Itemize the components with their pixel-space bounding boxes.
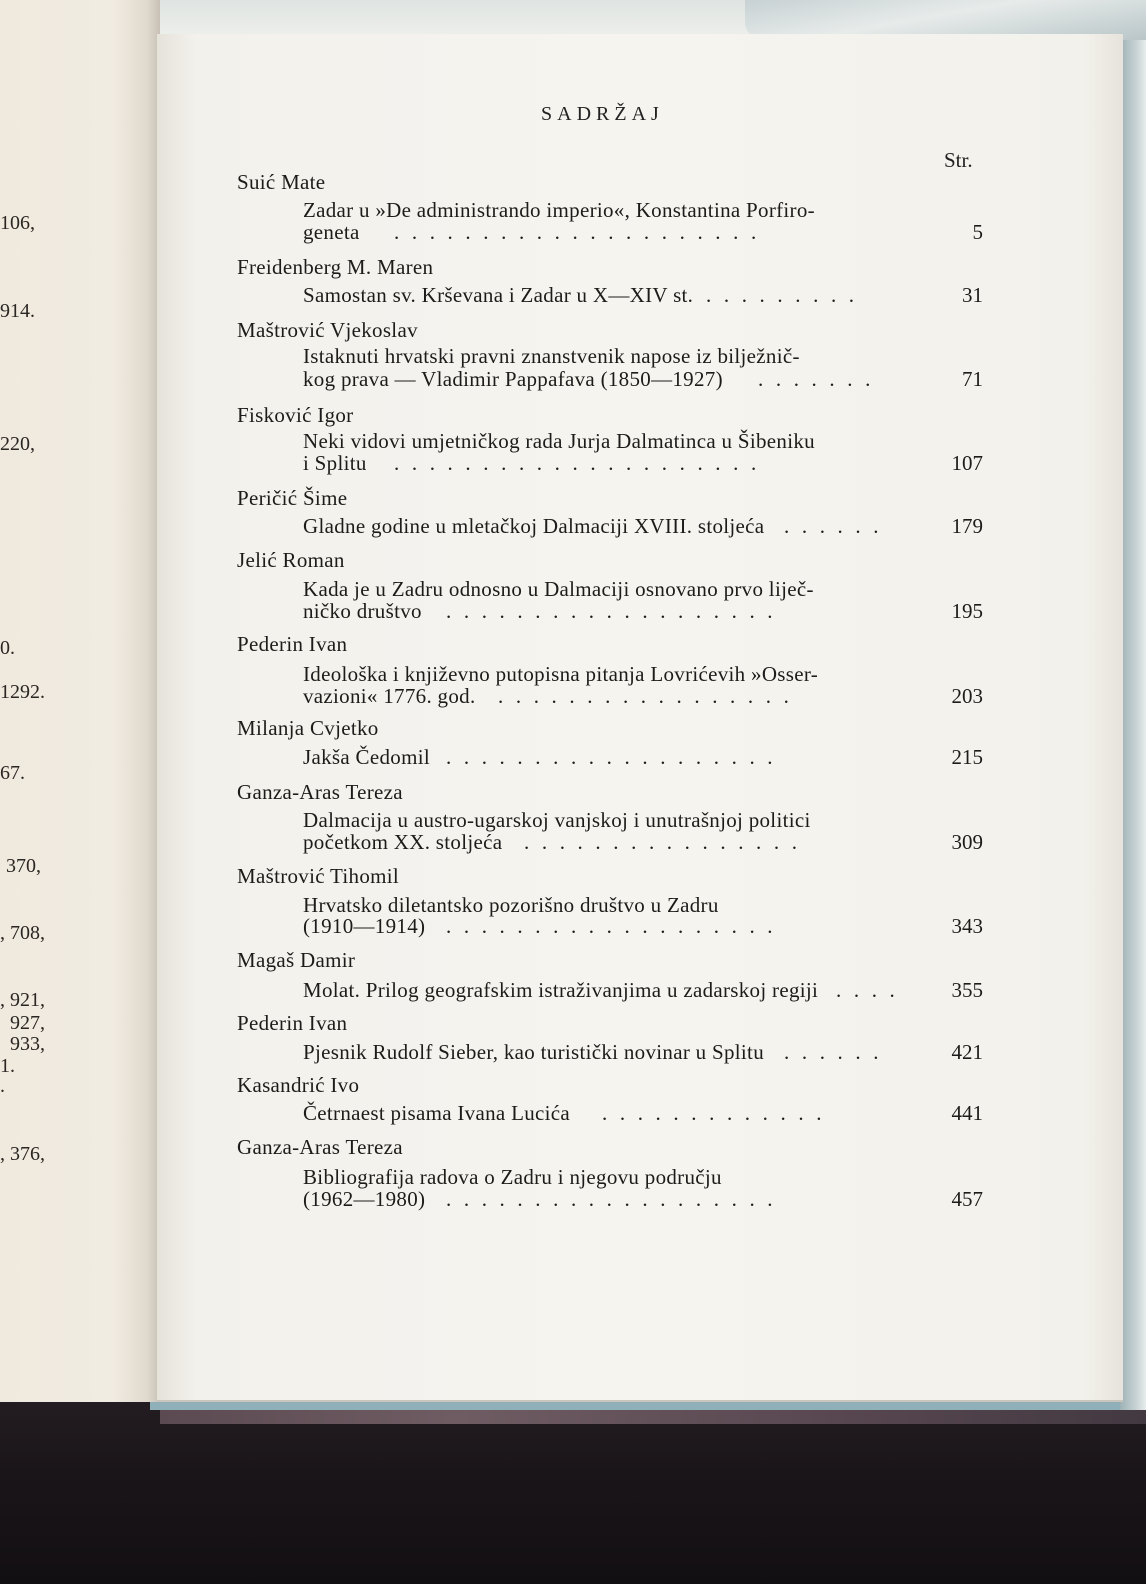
dot-leader: ................... xyxy=(446,1187,786,1211)
dot-leader: ...... xyxy=(784,1040,892,1064)
page-title: SADRŽAJ xyxy=(541,103,664,125)
table-surface xyxy=(0,1400,1146,1584)
toc-author: Milanja Cvjetko xyxy=(237,716,379,740)
toc-title-line: i Splitu xyxy=(303,451,367,475)
toc-page-number: 421 xyxy=(951,1040,983,1064)
dot-leader: ................. xyxy=(498,684,802,708)
dot-leader: ......... xyxy=(706,283,867,307)
toc-author: Fisković Igor xyxy=(237,403,354,427)
toc-page-number: 195 xyxy=(951,599,983,623)
toc-title-line: Istaknuti hrvatski pravni znanstvenik napose iz bilježnič- xyxy=(303,344,800,368)
toc-title-line: vazioni« 1776. god. xyxy=(303,684,476,708)
left-page-fragment: . xyxy=(0,1075,5,1097)
left-page-fragment: 1292. xyxy=(0,681,45,703)
toc-page-number: 441 xyxy=(951,1101,983,1125)
toc-page-number: 107 xyxy=(951,451,983,475)
toc-page-number: 203 xyxy=(951,684,983,708)
toc-title-line: ničko društvo xyxy=(303,599,422,623)
dot-leader: ...... xyxy=(784,514,892,538)
toc-page-number: 179 xyxy=(951,514,983,538)
toc-title-line: Dalmacija u austro-ugarskoj vanjskoj i unutrašnjoj politici xyxy=(303,808,811,832)
dot-leader: ..................... xyxy=(394,451,769,475)
left-page-fragment: 933, xyxy=(10,1033,45,1055)
left-page-fragment: 220, xyxy=(0,433,35,455)
toc-author: Maštrović Vjekoslav xyxy=(237,318,418,342)
dot-leader: ....... xyxy=(758,367,883,391)
left-page-fragment: 106, xyxy=(0,212,35,234)
toc-page-number: 355 xyxy=(951,978,983,1002)
toc-page-number: 215 xyxy=(951,745,983,769)
toc-author: Maštrović Tihomil xyxy=(237,864,400,888)
toc-author: Ganza-Aras Tereza xyxy=(237,780,403,804)
toc-title-line: Neki vidovi umjetničkog rada Jurja Dalmatinca u Šibeniku xyxy=(303,429,815,453)
dot-leader: ................... xyxy=(446,745,786,769)
toc-title-line: Samostan sv. Krševana i Zadar u X—XIV st. xyxy=(303,283,694,307)
toc-author: Freidenberg M. Maren xyxy=(237,255,434,279)
left-page-fragment: , 921, xyxy=(0,989,45,1011)
toc-title-line: kog prava — Vladimir Pappafava (1850—1927) xyxy=(303,367,723,391)
toc-page-number: 71 xyxy=(962,367,983,391)
toc-title-line: geneta xyxy=(303,220,360,244)
left-page-fragment: , 376, xyxy=(0,1143,45,1165)
dot-leader: ................... xyxy=(446,914,786,938)
toc-title-line: Pjesnik Rudolf Sieber, kao turistički novinar u Splitu xyxy=(303,1040,764,1064)
dot-leader: .... xyxy=(836,978,908,1002)
toc-title-line: početkom XX. stoljeća xyxy=(303,830,503,854)
toc-author: Pederin Ivan xyxy=(237,632,348,656)
left-page-fragment: 0. xyxy=(0,637,15,659)
toc-title-line: Hrvatsko diletantsko pozorišno društvo u Zadru xyxy=(303,893,719,917)
toc-title-line: (1962—1980) xyxy=(303,1187,426,1211)
toc-title-line: Molat. Prilog geografskim istraživanjima u zadarskoj regiji xyxy=(303,978,819,1002)
toc-author: Kasandrić Ivo xyxy=(237,1073,360,1097)
dot-leader: ................... xyxy=(446,599,786,623)
toc-author: Ganza-Aras Tereza xyxy=(237,1135,403,1159)
toc-title-line: Ideološka i književno putopisna pitanja Lovrićevih »Osser- xyxy=(303,662,819,686)
toc-author: Suić Mate xyxy=(237,170,326,194)
toc-page-number: 309 xyxy=(951,830,983,854)
toc-author: Peričić Šime xyxy=(237,486,348,510)
toc-title-line: Jakša Čedomil xyxy=(303,745,430,769)
left-page-fragment: 67. xyxy=(0,762,25,784)
dot-leader: ................ xyxy=(524,830,810,854)
left-page-fragment: 927, xyxy=(10,1012,45,1034)
left-page-fragment: 370, xyxy=(6,855,41,877)
toc-author: Pederin Ivan xyxy=(237,1011,348,1035)
left-page-fragment: 914. xyxy=(0,300,35,322)
toc-author: Jelić Roman xyxy=(237,548,345,572)
page-column-label: Str. xyxy=(944,148,973,172)
toc-title-line: Bibliografija radova o Zadru i njegovu području xyxy=(303,1165,722,1189)
toc-title-line: Četrnaest pisama Ivana Lucića xyxy=(303,1101,570,1125)
left-facing-page xyxy=(0,0,160,1402)
book-cover-right-edge xyxy=(1120,0,1146,1410)
left-page-fragment: , 708, xyxy=(0,922,45,944)
dot-leader: ..................... xyxy=(394,220,769,244)
toc-page-number: 5 xyxy=(972,220,983,244)
left-page-fragment: 1. xyxy=(0,1055,15,1077)
toc-title-line: Kada je u Zadru odnosno u Dalmaciji osnovano prvo liječ- xyxy=(303,577,814,601)
toc-author: Magaš Damir xyxy=(237,948,356,972)
toc-title-line: Gladne godine u mletačkoj Dalmaciji XVIII. stoljeća xyxy=(303,514,765,538)
toc-title-line: Zadar u »De administrando imperio«, Konstantina Porfiro- xyxy=(303,198,815,222)
toc-page-number: 343 xyxy=(951,914,983,938)
toc-title-line: (1910—1914) xyxy=(303,914,426,938)
dot-leader: ............. xyxy=(602,1101,835,1125)
toc-page-number: 31 xyxy=(962,283,983,307)
toc-page-number: 457 xyxy=(951,1187,983,1211)
